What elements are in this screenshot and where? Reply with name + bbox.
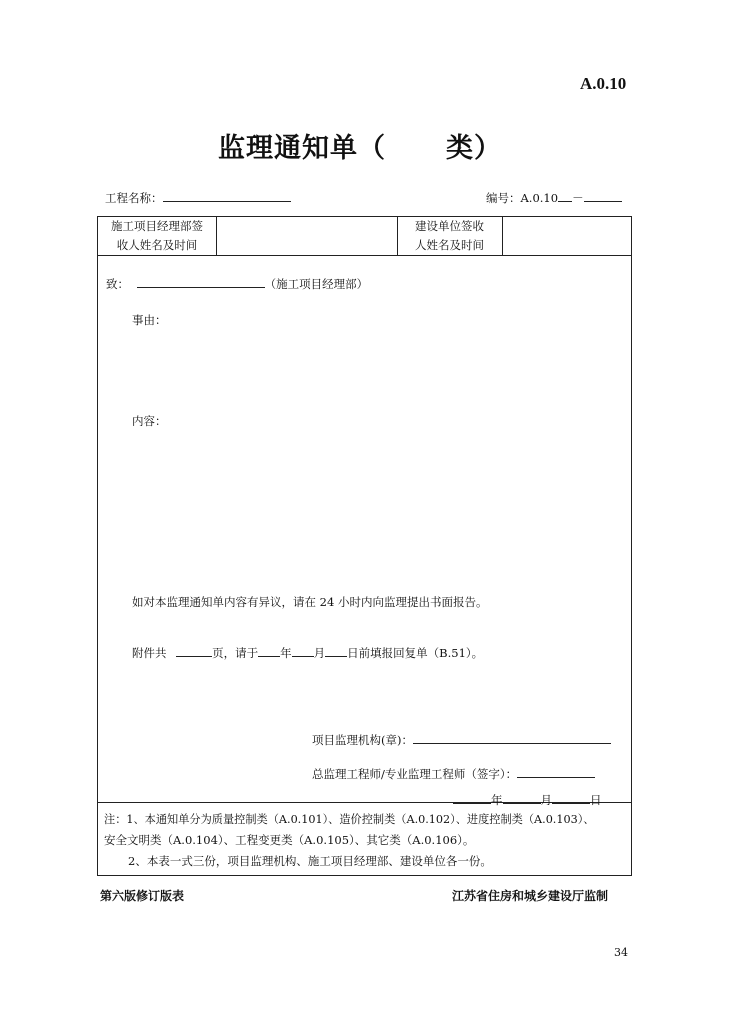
notice-form-box: [97, 216, 632, 807]
contractor-receiver-label-line1: 施工项目经理部签: [111, 219, 203, 233]
reply-day-field[interactable]: [325, 644, 347, 657]
note-line-3: 2、本表一式三份，项目监理机构、施工项目经理部、建设单位各一份。: [128, 854, 492, 868]
date-day-label: 日: [590, 793, 602, 807]
page-number: 34: [614, 946, 628, 959]
attachment-pages-field[interactable]: [176, 644, 212, 657]
form-number-field-1[interactable]: [558, 189, 572, 202]
owner-receiver-label-line1: 建设单位签收: [415, 219, 484, 233]
date-year-label: 年: [491, 793, 503, 807]
form-number-label: 编号：A.0.10: [486, 191, 559, 205]
attach-prefix: 附件共: [132, 646, 167, 660]
org-seal-field[interactable]: [413, 731, 611, 744]
engineer-signature-row: [312, 765, 595, 782]
attach-year-text: 年: [280, 646, 292, 660]
project-name-field[interactable]: [163, 189, 291, 202]
owner-receiver-label-line2: 人姓名及时间: [415, 238, 484, 252]
contractor-receiver-label-line2: 收人姓名及时间: [116, 238, 198, 252]
note-line-1: 注：1、本通知单分为质量控制类（A.0.101）、造价控制类（A.0.102）、进度控制类（A.0.103）、: [104, 813, 595, 826]
header-row-divider: [98, 255, 631, 256]
attach-month-text: 月: [313, 646, 326, 660]
content-field[interactable]: [132, 433, 612, 583]
addressee-field[interactable]: [137, 275, 265, 288]
project-name-label: 工程名称：: [105, 191, 163, 205]
objection-text: 如对本监理通知单内容有异议，请在 24 小时内向监理提出书面报告。: [132, 595, 488, 609]
engineer-signature-field[interactable]: [517, 765, 595, 778]
note-line-2: 安全文明类（A.0.104）、工程变更类（A.0.105）、其它类（A.0.106）。: [104, 833, 475, 847]
footer-edition: 第六版修订版表: [100, 889, 185, 903]
reply-month-field[interactable]: [292, 644, 314, 657]
form-number-field-2[interactable]: [584, 189, 622, 202]
title-main: 监理通知单（: [218, 133, 386, 164]
to-suffix: （施工项目经理部）: [264, 277, 369, 291]
form-number-dash: －: [572, 191, 584, 205]
owner-receiver-label: [397, 217, 502, 255]
owner-receiver-field[interactable]: [503, 217, 631, 255]
supervision-org-row: [312, 731, 611, 748]
title-end: 类）: [446, 133, 502, 164]
org-label: 项目监理机构(章)：: [312, 733, 413, 747]
attachment-row: [132, 644, 483, 661]
addressee-row: [106, 275, 368, 292]
form-number-row: [486, 189, 622, 206]
engineer-label: 总监理工程师/专业监理工程师（签字）：: [312, 767, 518, 781]
attach-pages-text: 页，请于: [212, 646, 259, 660]
project-name-row: [105, 189, 291, 206]
contractor-receiver-field[interactable]: [217, 217, 396, 255]
to-label: 致：: [106, 277, 129, 291]
form-code: A.0.10: [580, 74, 627, 93]
notes-box: [97, 803, 632, 876]
content-label: 内容：: [132, 414, 167, 428]
page-title: [218, 126, 502, 165]
date-month-label: 月: [540, 793, 552, 807]
contractor-receiver-label: [98, 217, 216, 255]
reply-year-field[interactable]: [258, 644, 280, 657]
attach-suffix: 日前填报回复单（B.51）。: [347, 646, 484, 660]
footer-issuer: 江苏省住房和城乡建设厅监制: [452, 889, 609, 903]
reason-field[interactable]: [132, 332, 612, 412]
reason-label: 事由：: [132, 313, 167, 327]
